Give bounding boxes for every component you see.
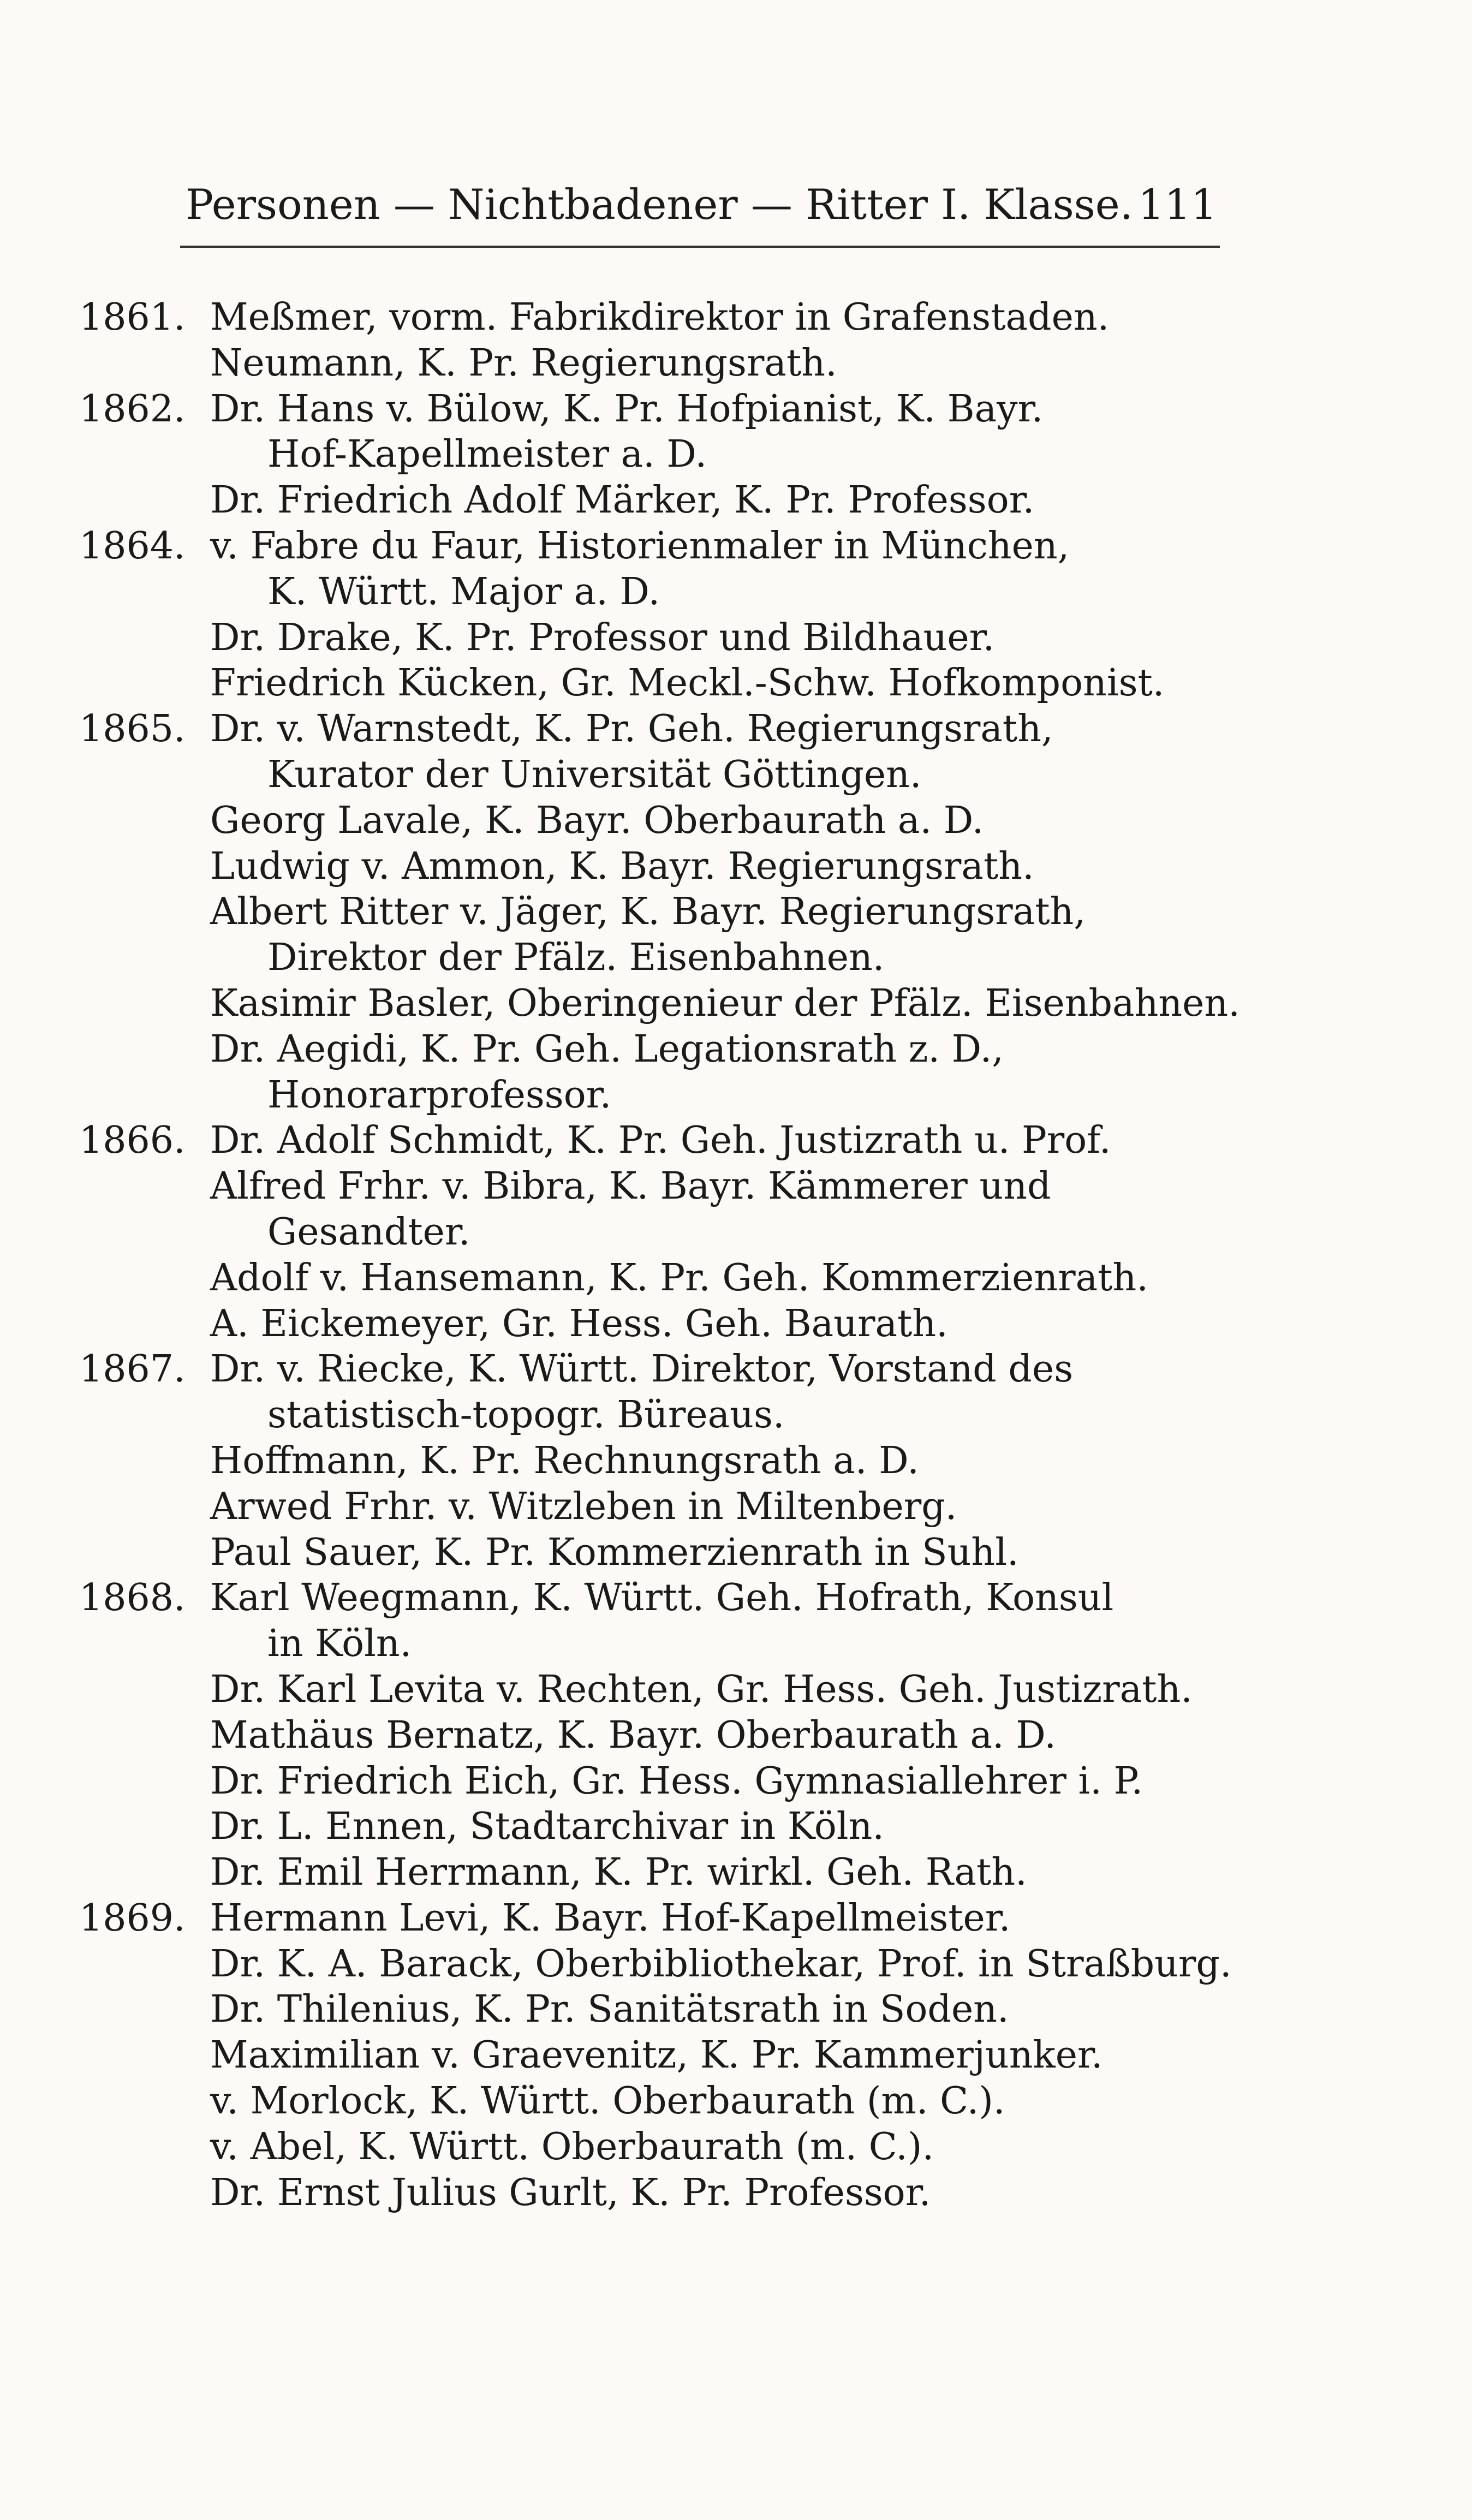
entry-text: Alfred Frhr. v. Bibra, K. Bayr. Kämmerer und xyxy=(210,1165,1051,1208)
entry-continuation-text: Gesandter. xyxy=(267,1210,470,1254)
entry-line xyxy=(0,2078,1472,2124)
entry-continuation-text: in Köln. xyxy=(267,1622,412,1666)
entry-text: Kasimir Basler, Oberingenieur der Pfälz. Eisenbahnen. xyxy=(210,981,1240,1025)
entry-text: Dr. L. Ennen, Stadtarchivar in Köln. xyxy=(210,1805,884,1849)
entry-text: Dr. Adolf Schmidt, K. Pr. Geh. Justizrath u. Prof. xyxy=(210,1119,1111,1163)
entry-text: Dr. Ernst Julius Gurlt, K. Pr. Professor. xyxy=(210,2171,931,2214)
entry-text: Dr. Aegidi, K. Pr. Geh. Legationsrath z. D., xyxy=(210,1027,1004,1071)
entry-continuation-text: Kurator der Universität Göttingen. xyxy=(267,753,922,796)
entry-line xyxy=(0,1438,1472,1484)
entry-text: Albert Ritter v. Jäger, K. Bayr. Regierungsrath, xyxy=(210,890,1086,934)
entry-line xyxy=(0,1301,1472,1347)
entry-line xyxy=(0,523,1472,569)
entry-line xyxy=(0,1484,1472,1530)
entry-line xyxy=(0,1164,1472,1210)
entry-text: Dr. Friedrich Adolf Märker, K. Pr. Professor. xyxy=(210,479,1035,522)
entry-text: Dr. Thilenius, K. Pr. Sanitätsrath in Soden. xyxy=(210,1988,1009,2032)
entry-line xyxy=(0,2033,1472,2078)
entry-text: Meßmer, vorm. Fabrikdirektor in Grafenstaden. xyxy=(210,296,1110,339)
entry-line xyxy=(0,798,1472,844)
entry-line xyxy=(0,889,1472,935)
entry-text: Arwed Frhr. v. Witzleben in Miltenberg. xyxy=(210,1485,957,1528)
entry-text: Adolf v. Hansemann, K. Pr. Geh. Kommerzienrath. xyxy=(210,1256,1148,1300)
entry-line xyxy=(0,1759,1472,1804)
entry-text: Friedrich Kücken, Gr. Meckl.-Schw. Hofkomponist. xyxy=(210,662,1165,705)
entry-text: Hoffmann, K. Pr. Rechnungsrath a. D. xyxy=(210,1439,919,1482)
entry-line xyxy=(0,615,1472,661)
entry-text: Mathäus Bernatz, K. Bayr. Oberbaurath a. D. xyxy=(210,1713,1056,1757)
entry-text: A. Eickemeyer, Gr. Hess. Geh. Baurath. xyxy=(210,1302,948,1345)
entry-year: 1866. xyxy=(79,1119,186,1163)
entry-continuation-text: Direktor der Pfälz. Eisenbahnen. xyxy=(267,936,885,980)
entry-text: Georg Lavale, K. Bayr. Oberbaurath a. D. xyxy=(210,799,984,842)
entry-year: 1868. xyxy=(79,1576,186,1620)
header-rule xyxy=(180,246,1220,248)
entry-line xyxy=(0,432,1472,478)
entry-line xyxy=(0,1347,1472,1392)
running-title: Personen — Nichtbadener — Ritter I. Klasse. xyxy=(186,180,1133,229)
entry-line xyxy=(0,1804,1472,1850)
entry-line xyxy=(0,1896,1472,1941)
entry-text: Dr. Drake, K. Pr. Professor und Bildhauer. xyxy=(210,616,995,659)
entry-year: 1867. xyxy=(79,1348,186,1391)
entry-line xyxy=(0,1713,1472,1759)
entry-line xyxy=(0,1530,1472,1576)
entry-list xyxy=(0,295,1472,2215)
entry-text: Hermann Levi, K. Bayr. Hof-Kapellmeister. xyxy=(210,1896,1011,1940)
entry-line xyxy=(0,752,1472,798)
entry-text: Dr. K. A. Barack, Oberbibliothekar, Prof. in Straßburg. xyxy=(210,1942,1232,1986)
entry-year: 1864. xyxy=(79,524,186,568)
entry-line xyxy=(0,341,1472,386)
entry-text: v. Fabre du Faur, Historienmaler in München, xyxy=(210,524,1070,568)
entry-line xyxy=(0,1667,1472,1713)
entry-line xyxy=(0,1210,1472,1255)
entry-year: 1862. xyxy=(79,387,186,431)
entry-text: v. Abel, K. Württ. Oberbaurath (m. C.). xyxy=(210,2125,934,2168)
entry-line xyxy=(0,386,1472,432)
entry-line xyxy=(0,478,1472,523)
entry-line xyxy=(0,2170,1472,2216)
entry-continuation-text: statistisch-topogr. Büreaus. xyxy=(267,1393,785,1437)
entry-text: Ludwig v. Ammon, K. Bayr. Regierungsrath. xyxy=(210,844,1034,888)
entry-line xyxy=(0,1027,1472,1073)
entry-continuation-text: Hof-Kapellmeister a. D. xyxy=(267,433,707,476)
entry-year: 1869. xyxy=(79,1896,186,1940)
entry-text: Dr. Emil Herrmann, K. Pr. wirkl. Geh. Rath. xyxy=(210,1851,1027,1895)
entry-line xyxy=(0,569,1472,615)
entry-line xyxy=(0,706,1472,752)
entry-text: Maximilian v. Graevenitz, K. Pr. Kammerjunker. xyxy=(210,2034,1103,2077)
entry-text: Neumann, K. Pr. Regierungsrath. xyxy=(210,341,837,385)
entry-line xyxy=(0,1392,1472,1438)
entry-continuation-text: Honorarprofessor. xyxy=(267,1073,612,1117)
entry-line xyxy=(0,981,1472,1027)
entry-line xyxy=(0,1941,1472,1987)
entry-line xyxy=(0,1850,1472,1896)
entry-line xyxy=(0,2124,1472,2170)
entry-line xyxy=(0,1073,1472,1118)
entry-line xyxy=(0,1987,1472,2033)
entry-year: 1865. xyxy=(79,707,186,751)
entry-line xyxy=(0,844,1472,890)
entry-text: Dr. Karl Levita v. Rechten, Gr. Hess. Geh. Justizrath. xyxy=(210,1667,1193,1711)
entry-line xyxy=(0,660,1472,706)
entry-text: Dr. v. Warnstedt, K. Pr. Geh. Regierungsrath, xyxy=(210,707,1053,751)
entry-text: v. Morlock, K. Württ. Oberbaurath (m. C.). xyxy=(210,2080,1005,2123)
page-number: 111 xyxy=(1137,180,1217,229)
entry-line xyxy=(0,1575,1472,1621)
entry-text: Dr. Hans v. Bülow, K. Pr. Hofpianist, K. Bayr. xyxy=(210,387,1044,431)
entry-line xyxy=(0,1621,1472,1667)
entry-year: 1861. xyxy=(79,296,186,339)
entry-line xyxy=(0,1255,1472,1301)
entry-text: Karl Weegmann, K. Württ. Geh. Hofrath, Konsul xyxy=(210,1576,1114,1620)
running-header xyxy=(186,175,1217,235)
entry-line xyxy=(0,935,1472,981)
entry-text: Paul Sauer, K. Pr. Kommerzienrath in Suhl. xyxy=(210,1530,1019,1574)
entry-line xyxy=(0,295,1472,341)
entry-continuation-text: K. Württ. Major a. D. xyxy=(267,570,660,613)
entry-line xyxy=(0,1118,1472,1164)
entry-text: Dr. v. Riecke, K. Württ. Direktor, Vorstand des xyxy=(210,1348,1074,1391)
entry-text: Dr. Friedrich Eich, Gr. Hess. Gymnasiallehrer i. P. xyxy=(210,1759,1143,1803)
